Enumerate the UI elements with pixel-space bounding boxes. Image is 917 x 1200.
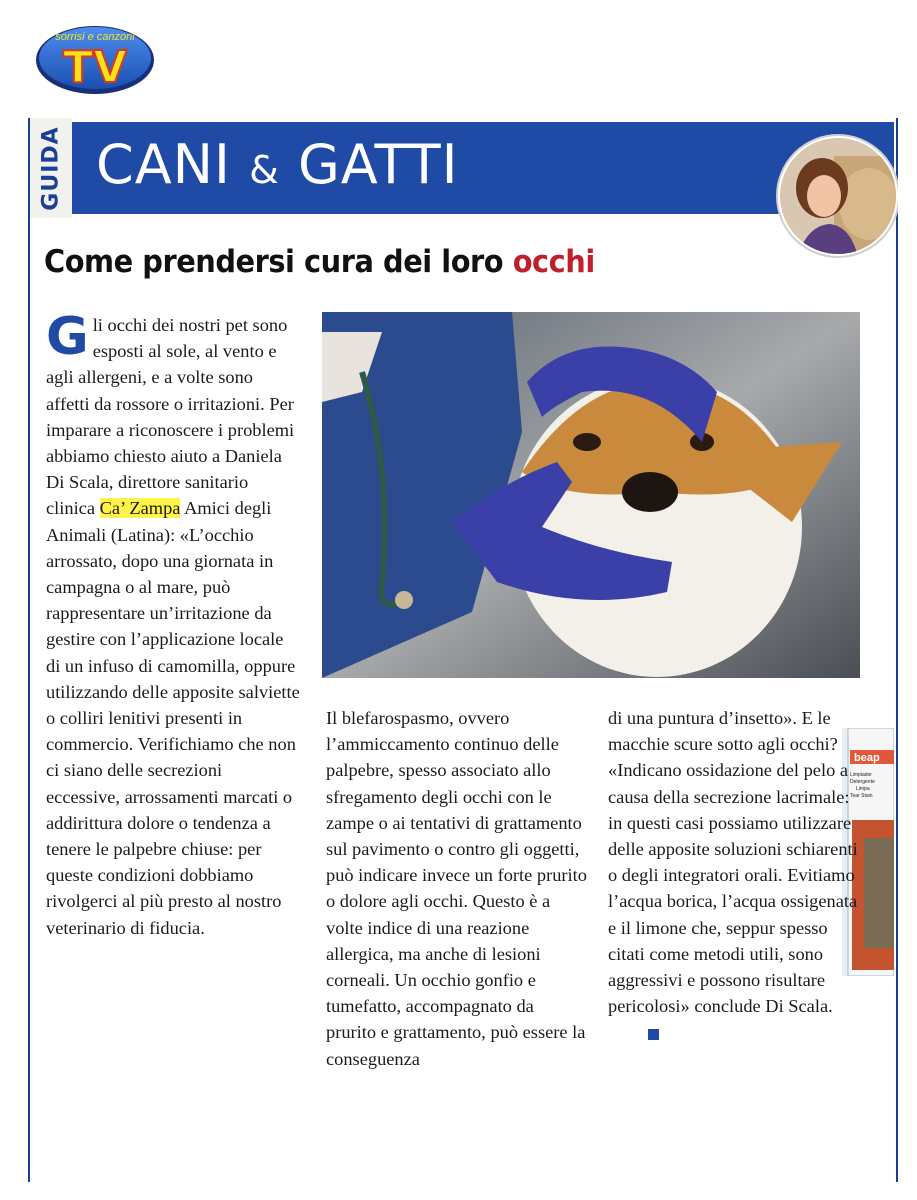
article-column-2: Il blefarospasmo, ovvero l’ammiccamento continuo delle palpebre, spesso associato allo sfregamento degli occhi con le zampe o ai tentativi di grattamento sul pavimento o contro gli oggetti, può indicare invece un forte prurito o dolore agli occhi. Questo è a volte indice di una reazione allergica, ma anche di lesioni corneali. Un occhio gonfio e tumefatto, accompagnato da prurito e grattamento, può essere la conseguenza: [326, 708, 587, 1069]
section-title: CANI & GATTI: [96, 133, 459, 196]
author-portrait: [774, 126, 898, 268]
article-headline: Come prendersi cura dei loro occhi: [44, 244, 595, 280]
tv-sorrisi-logo: [34, 20, 156, 96]
logo-letters: TV: [62, 42, 128, 93]
vet-examining-dog-photo: [322, 312, 860, 678]
logo-tagline: sorrisi e canzoni: [55, 31, 135, 43]
article-column-1: Gli occhi dei nostri pet sono esposti al sole, al vento e agli allergeni, e a volte sono affetti da rossore o irritazioni. Per imparare a riconoscere i problemi abbiamo chiesto aiuto a Daniela Di Scala, direttore sanitario clinica Ca’ Zampa Amici degli Animali (Latina): «L’occhio arrossato, dopo una giornata in campagna o al mare, può rappresentare un’irritazione da gestire con l’applicazione locale di un infuso di camomilla, oppure utilizzando delle apposite salviette o colliri lenitivi presenti in commercio. Verifichiamo che non ci siano delle secrezioni eccessive, arrossamenti marcati o addirittura dolore o tendenza a tenere le palpebre chiuse: per queste condizioni dobbiamo rivolgerci al più presto al nostro veterinario di fiducia.: [46, 307, 300, 938]
section-tag: [30, 120, 72, 216]
end-of-article-marker: [648, 1029, 659, 1040]
article-column-3: di una puntura d’insetto». E le macchie scure sotto agli occhi? «Indicano ossidazione del pelo a causa della secrezione lacrimale: in questi casi possiamo utilizzare delle apposite soluzioni schiarenti o degli integratori orali. Evitiamo l’acqua borica, l’acqua ossigenata e il limone che, seppur spesso citati come metodi utili, sono aggressivi e possono risultare pericolosi» conclude Di Scala.: [608, 705, 864, 1046]
headline-accent: occhi: [512, 244, 595, 280]
product-line-2: Detergente: [850, 779, 875, 785]
section-tag-label: GUIDA: [38, 125, 64, 211]
product-line-1: Limpiador: [850, 772, 872, 778]
clinic-name-highlight: Ca’ Zampa: [99, 498, 181, 519]
product-line-3: Limpa: [856, 786, 870, 792]
dropcap: G: [46, 307, 89, 367]
product-line-4: Tear Stain: [850, 793, 873, 799]
product-brand: beap: [854, 752, 880, 764]
